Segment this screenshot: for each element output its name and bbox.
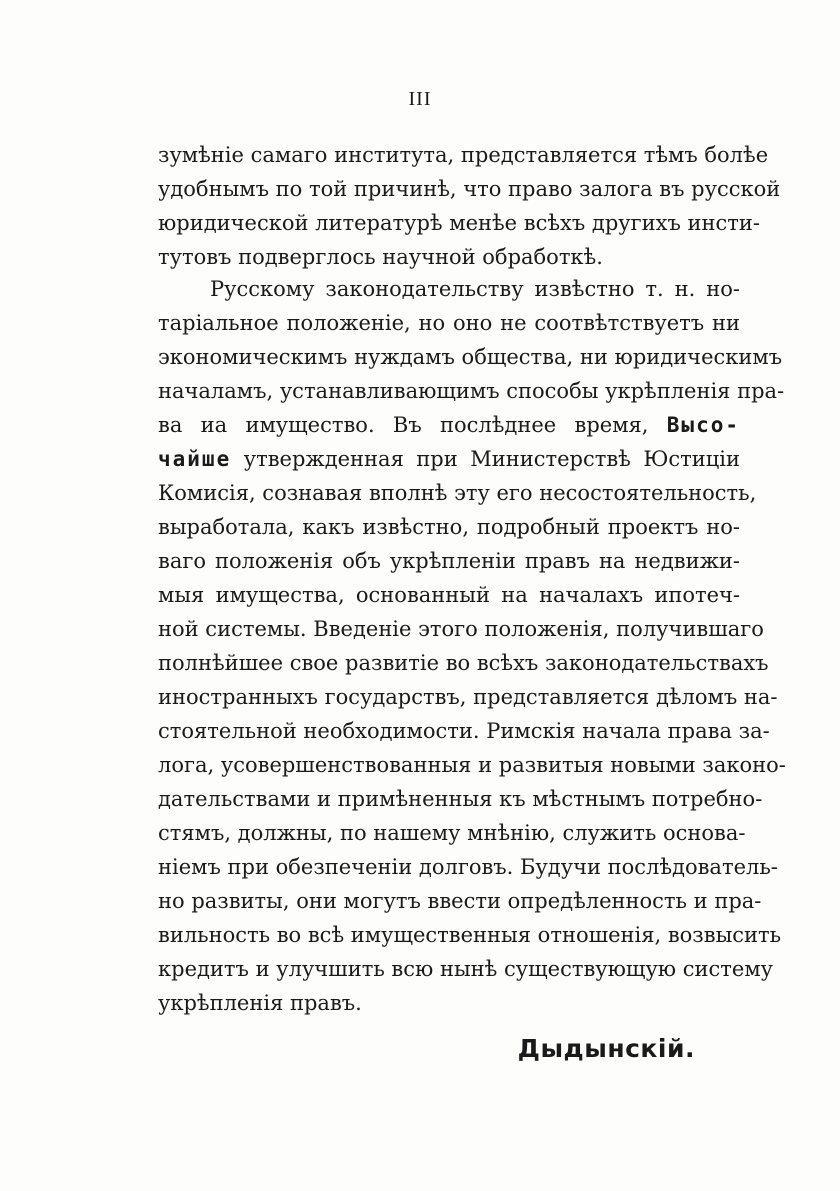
text-line: удобнымъ по той причинѣ, что право залога въ русской (158, 177, 781, 201)
text-line: лога, усовершенствованныя и развитыя новыми законо- (158, 753, 786, 777)
text-line: стоятельной необходимости. Римскія начала права за- (158, 719, 770, 743)
text-line (158, 408, 740, 442)
text-line: но развиты, они могутъ ввести опредѣленность и пра- (158, 889, 762, 913)
text-line: мыя имущества, основанный на началахъ ипотеч- (158, 583, 740, 607)
text-line: экономическимъ нуждамъ общества, ни юридическимъ (158, 345, 783, 369)
text-line: зумѣніе самаго института, представляется тѣмъ болѣе (158, 143, 769, 167)
text-line: кредитъ и улучшить всю нынѣ существующую систему (158, 957, 774, 981)
text-line: таріальное положеніе, но оно не соотвѣтствуетъ ни (158, 311, 740, 335)
text-line: вильность во всѣ имущественныя отношенія, возвысить (158, 923, 782, 947)
text-line: Комисія, сознавая вполнѣ эту его несостоятельность, (158, 481, 757, 505)
text-line: началамъ, устанавливающимъ способы укрѣпленія пра- (158, 379, 785, 403)
author-signature: Дыдынскій. (517, 1034, 695, 1063)
text-line: дательствами и примѣненныя къ мѣстнымъ потребно- (158, 787, 763, 811)
emphasized-text: Высо- (666, 413, 740, 437)
text-line (158, 442, 740, 476)
text-line: ной системы. Введеніе этого положенія, получившаго (158, 617, 764, 641)
text-line: ніемъ при обезпеченіи долговъ. Будучи послѣдователь- (158, 855, 778, 879)
text-line: тутовъ подверглось научной обработкѣ. (158, 245, 603, 269)
emphasized-text: чайше (158, 447, 232, 471)
text-segment: ва иа имущество. Въ послѣднее время, (158, 413, 649, 437)
page-number: III (408, 88, 432, 110)
text-line: стямъ, должны, по нашему мнѣнію, служить основа- (158, 821, 746, 845)
text-segment: утвержденная при Министерствѣ Юстиціи (243, 447, 740, 471)
text-line: иностранныхъ государствъ, представляется дѣломъ на- (158, 685, 778, 709)
text-line: укрѣпленія правъ. (158, 991, 362, 1015)
text-line: ваго положенія объ укрѣпленіи правъ на недвижи- (158, 549, 740, 573)
text-line: выработала, какъ извѣстно, подробный проектъ но- (158, 515, 740, 539)
text-line: Русскому законодательству извѣстно т. н. но- (210, 277, 740, 301)
text-line: полнѣйшее свое развитіе во всѣхъ законодательствахъ (158, 651, 769, 675)
text-line: юридической литературѣ менѣе всѣхъ другихъ инсти- (158, 211, 760, 235)
